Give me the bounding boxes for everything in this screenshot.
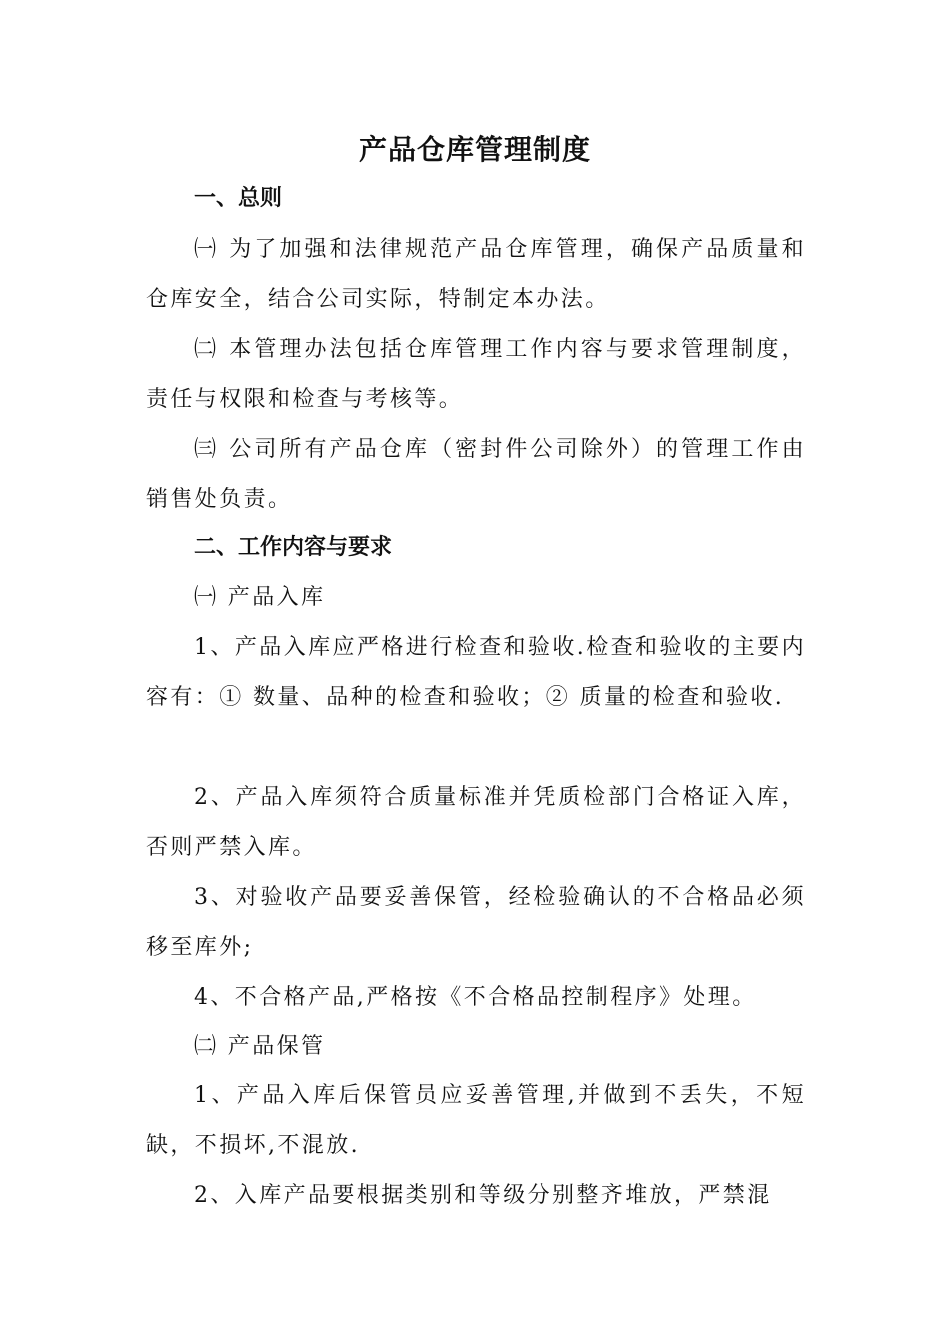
paragraph-general-2: ㈡ 本管理办法包括仓库管理工作内容与要求管理制度，责任与权限和检查与考核等。 bbox=[146, 337, 806, 412]
paragraph-inbound-3: 3、对验收产品要妥善保管，经检验确认的不合格品必须移至库外; bbox=[146, 885, 806, 960]
paragraph-general-3: ㈢ 公司所有产品仓库（密封件公司除外）的管理工作由销售处负责。 bbox=[146, 437, 806, 512]
subsection-heading-inbound: ㈠ 产品入库 bbox=[194, 585, 326, 610]
section-heading-general: 一、总则 bbox=[194, 186, 283, 211]
paragraph-inbound-4: 4、不合格产品,严格按《不合格品控制程序》处理。 bbox=[194, 985, 757, 1010]
paragraph-inbound-2: 2、产品入库须符合质量标准并凭质检部门合格证入库，否则严禁入库。 bbox=[146, 785, 806, 860]
paragraph-general-1: ㈠ 为了加强和法律规范产品仓库管理，确保产品质量和仓库安全，结合公司实际，特制定本办法。 bbox=[146, 237, 806, 312]
section-heading-work-content: 二、工作内容与要求 bbox=[194, 535, 393, 560]
paragraph-storage-2: 2、入库产品要根据类别和等级分别整齐堆放，严禁混 bbox=[194, 1183, 772, 1208]
paragraph-inbound-1: 1、产品入库应严格进行检查和验收.检查和验收的主要内容有：① 数量、品种的检查和验收；② 质量的检查和验收. bbox=[146, 635, 806, 710]
subsection-heading-storage: ㈡ 产品保管 bbox=[194, 1034, 326, 1059]
paragraph-storage-1: 1、产品入库后保管员应妥善管理,并做到不丢失，不短缺，不损坏,不混放. bbox=[146, 1083, 806, 1158]
document-title: 产品仓库管理制度 bbox=[358, 133, 591, 166]
